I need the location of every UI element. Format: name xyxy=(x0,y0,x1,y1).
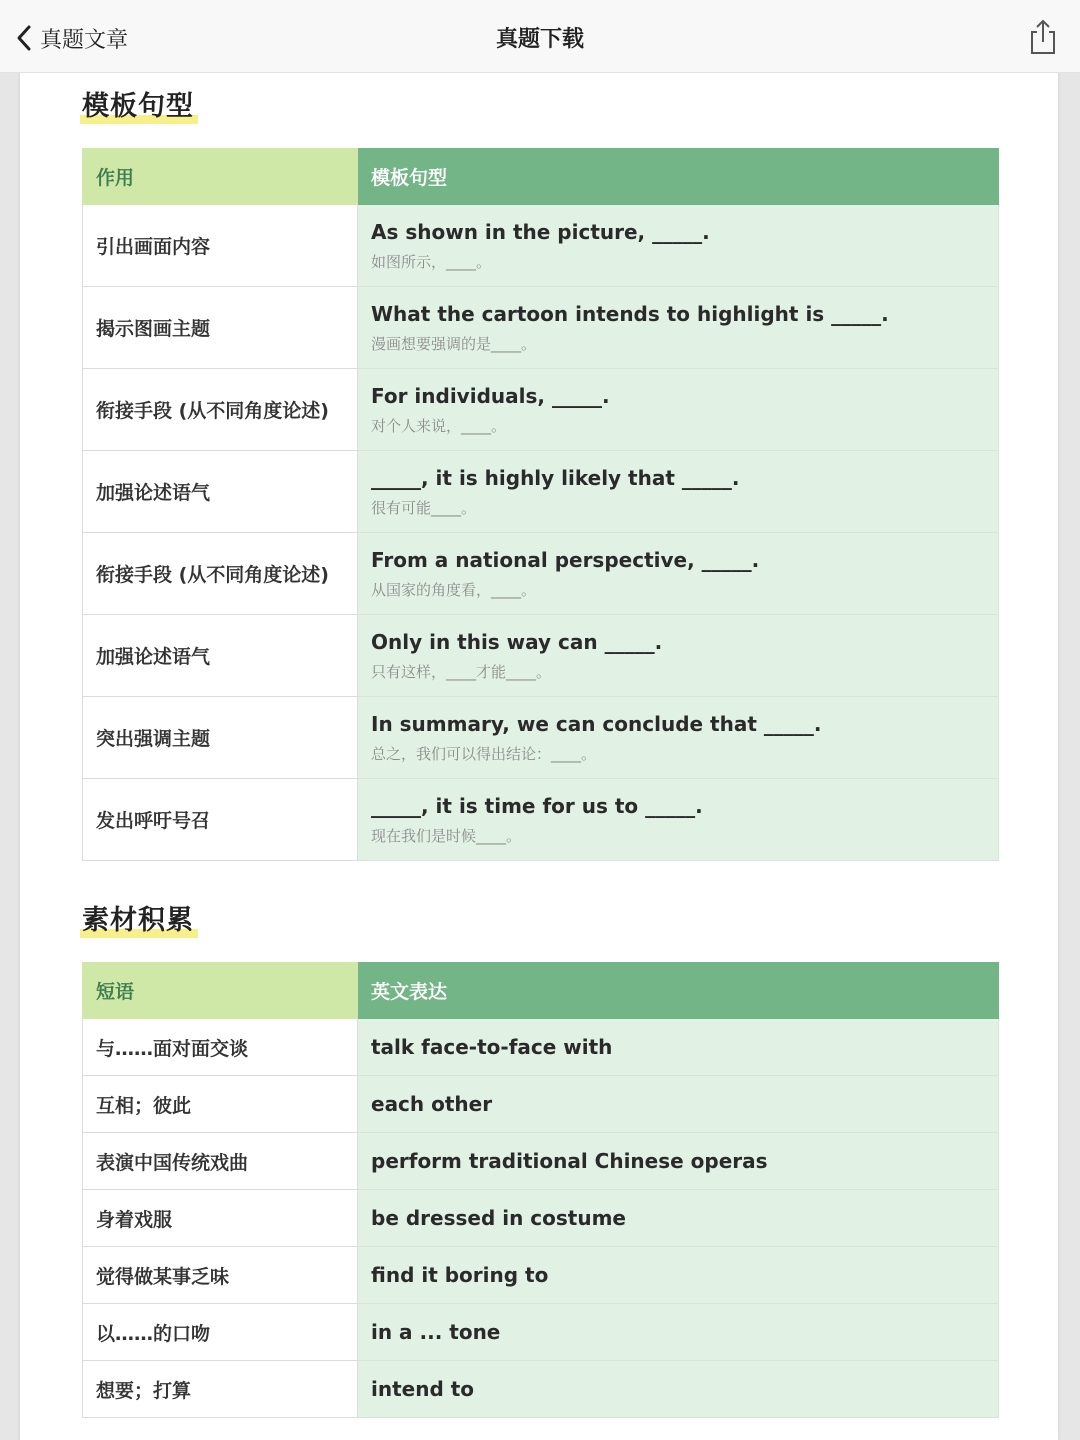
share-icon xyxy=(1026,41,1060,60)
phrase-cell: 觉得做某事乏味 xyxy=(83,1247,358,1304)
template-chinese: 现在我们是时候____。 xyxy=(371,826,522,845)
english-cell: each other xyxy=(358,1076,999,1133)
table-row xyxy=(83,1076,999,1133)
template-chinese: 总之，我们可以得出结论：____。 xyxy=(371,744,597,763)
table-row xyxy=(83,1133,999,1190)
function-cell: 衔接手段 (从不同角度论述) xyxy=(83,369,358,451)
section-title-text: 素材积累 xyxy=(82,898,194,937)
template-chinese: 从国家的角度看，____。 xyxy=(371,580,537,599)
template-english: For individuals, _____. xyxy=(371,383,610,408)
template-cell xyxy=(358,697,999,779)
phrase-cell: 身着戏服 xyxy=(83,1190,358,1247)
column-header-function: 作用 xyxy=(83,149,358,205)
template-english: In summary, we can conclude that _____. xyxy=(371,711,822,736)
template-english: _____, it is highly likely that _____. xyxy=(371,465,740,490)
table-row xyxy=(83,533,999,615)
section-title-templates xyxy=(82,84,194,123)
template-english: What the cartoon intends to highlight is _____. xyxy=(371,301,889,326)
back-label: 真题文章 xyxy=(40,27,129,53)
template-cell xyxy=(358,369,999,451)
table-header-row xyxy=(83,963,999,1019)
page-title: 真题下载 xyxy=(495,27,584,52)
english-cell: talk face-to-face with xyxy=(358,1019,999,1076)
phrase-cell: 表演中国传统戏曲 xyxy=(83,1133,358,1190)
function-cell: 引出画面内容 xyxy=(83,205,358,287)
table-row xyxy=(83,369,999,451)
section-title-materials xyxy=(82,898,194,937)
column-header-english: 英文表达 xyxy=(358,963,999,1019)
english-cell: perform traditional Chinese operas xyxy=(358,1133,999,1190)
material-phrase-table xyxy=(82,962,999,1418)
function-cell: 衔接手段 (从不同角度论述) xyxy=(83,533,358,615)
phrase-cell: 想要；打算 xyxy=(83,1361,358,1418)
template-chinese: 对个人来说，____。 xyxy=(371,416,507,435)
table-header-row xyxy=(83,149,999,205)
table-row xyxy=(83,1304,999,1361)
template-english: Only in this way can _____. xyxy=(371,629,663,654)
template-chinese: 只有这样，____才能____。 xyxy=(371,662,552,681)
phrase-cell: 与……面对面交谈 xyxy=(83,1019,358,1076)
function-cell: 揭示图画主题 xyxy=(83,287,358,369)
template-cell xyxy=(358,205,999,287)
column-header-template: 模板句型 xyxy=(358,149,999,205)
top-navigation-bar xyxy=(0,0,1080,73)
english-cell: find it boring to xyxy=(358,1247,999,1304)
table-row xyxy=(83,451,999,533)
function-cell: 发出呼吁号召 xyxy=(83,779,358,861)
phrase-cell: 以……的口吻 xyxy=(83,1304,358,1361)
template-english: _____, it is time for us to _____. xyxy=(371,793,703,818)
share-button[interactable] xyxy=(1026,18,1060,56)
function-cell: 突出强调主题 xyxy=(83,697,358,779)
english-cell: intend to xyxy=(358,1361,999,1418)
table-row xyxy=(83,1247,999,1304)
template-cell xyxy=(358,533,999,615)
article-sheet xyxy=(20,72,1058,1440)
english-cell: in a ... tone xyxy=(358,1304,999,1361)
template-cell xyxy=(358,451,999,533)
table-row xyxy=(83,205,999,287)
template-chinese: 漫画想要强调的是____。 xyxy=(371,334,537,353)
template-english: As shown in the picture, _____. xyxy=(371,219,710,244)
template-cell xyxy=(358,287,999,369)
function-cell: 加强论述语气 xyxy=(83,615,358,697)
template-cell xyxy=(358,779,999,861)
template-chinese: 如图所示，____。 xyxy=(371,252,492,271)
table-row xyxy=(83,1361,999,1418)
column-header-phrase: 短语 xyxy=(83,963,358,1019)
table-row xyxy=(83,779,999,861)
table-row xyxy=(83,697,999,779)
table-row xyxy=(83,1019,999,1076)
template-sentence-table xyxy=(82,148,999,861)
template-cell xyxy=(358,615,999,697)
phrase-cell: 互相；彼此 xyxy=(83,1076,358,1133)
table-row xyxy=(83,287,999,369)
table-row xyxy=(83,615,999,697)
template-chinese: 很有可能____。 xyxy=(371,498,477,517)
template-english: From a national perspective, _____. xyxy=(371,547,760,572)
section-title-text: 模板句型 xyxy=(82,84,194,123)
table-row xyxy=(83,1190,999,1247)
english-cell: be dressed in costume xyxy=(358,1190,999,1247)
function-cell: 加强论述语气 xyxy=(83,451,358,533)
